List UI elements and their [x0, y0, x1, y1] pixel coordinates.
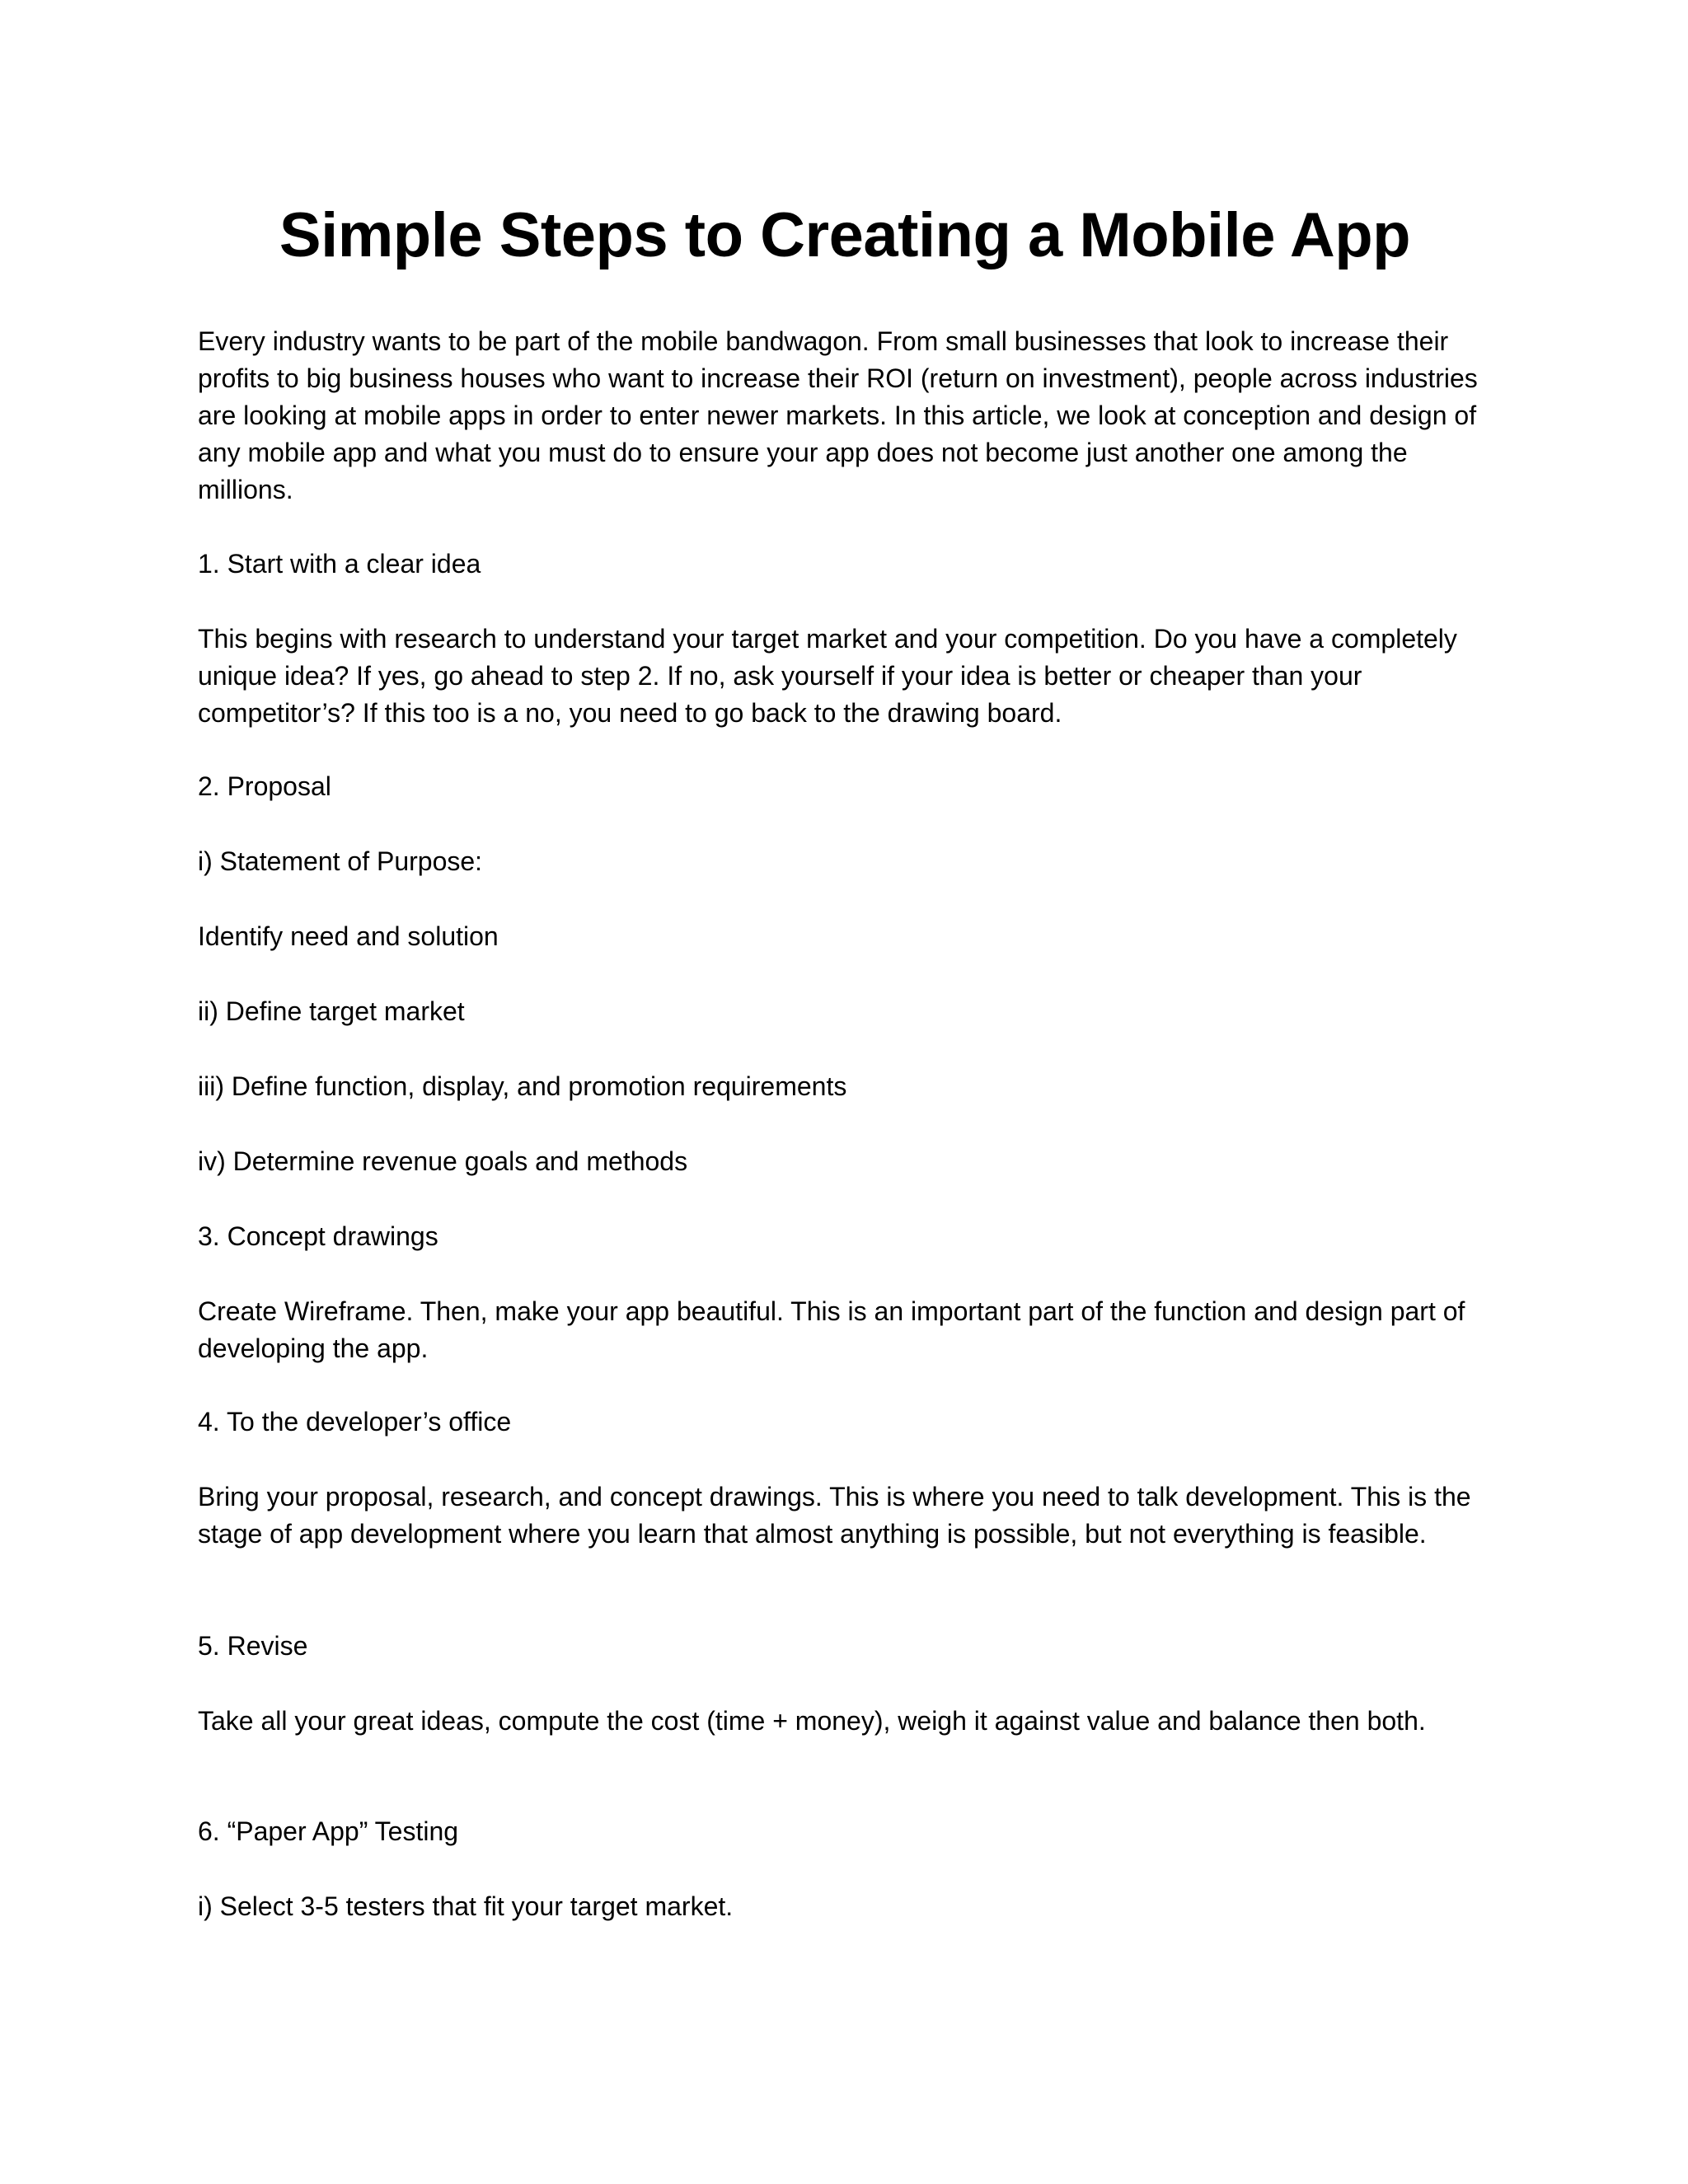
step-2-item-iv: iv) Determine revenue goals and methods [198, 1146, 688, 1176]
step-3-heading: 3. Concept drawings [198, 1221, 438, 1251]
document-page [198, 0, 1492, 2184]
step-2-item-iii: iii) Define function, display, and promotion requirements [198, 1071, 847, 1101]
step-4-body: Bring your proposal, research, and concept drawings. This is where you need to talk development. This is the stage of app development where you learn that almost anything is possible, but not everything is feasible. [198, 1482, 1471, 1549]
step-1-body: This begins with research to understand your target market and your competition. Do you have a completely unique idea? If yes, go ahead to step 2. If no, ask yourself if your idea is better or cheaper than your competitor’s? If this too is a no, you need to go back to the drawing board. [198, 624, 1457, 728]
step-4-heading: 4. To the developer’s office [198, 1407, 512, 1436]
step-5-body: Take all your great ideas, compute the cost (time + money), weigh it against value and balance then both. [198, 1706, 1426, 1736]
step-2-item-ii: ii) Define target market [198, 996, 465, 1026]
step-2-item-i-detail: Identify need and solution [198, 921, 499, 951]
step-3-body: Create Wireframe. Then, make your app beautiful. This is an important part of the function and design part of developing the app. [198, 1296, 1465, 1363]
step-5-heading: 5. Revise [198, 1631, 308, 1661]
intro-paragraph: Every industry wants to be part of the mobile bandwagon. From small businesses that look to increase their profits to big business houses who want to increase their ROI (return on investment), people across industries are looking at mobile apps in order to enter newer markets. In this article, we look at conception and design of any mobile app and what you must do to ensure your app does not become just another one among the millions. [198, 326, 1478, 504]
step-2-heading: 2. Proposal [198, 771, 331, 801]
step-1-heading: 1. Start with a clear idea [198, 549, 481, 579]
document-title: Simple Steps to Creating a Mobile App [279, 200, 1411, 270]
step-2-item-i: i) Statement of Purpose: [198, 846, 483, 876]
step-6-item-i: i) Select 3-5 testers that fit your target market. [198, 1891, 734, 1921]
step-6-heading: 6. “Paper App” Testing [198, 1816, 459, 1846]
